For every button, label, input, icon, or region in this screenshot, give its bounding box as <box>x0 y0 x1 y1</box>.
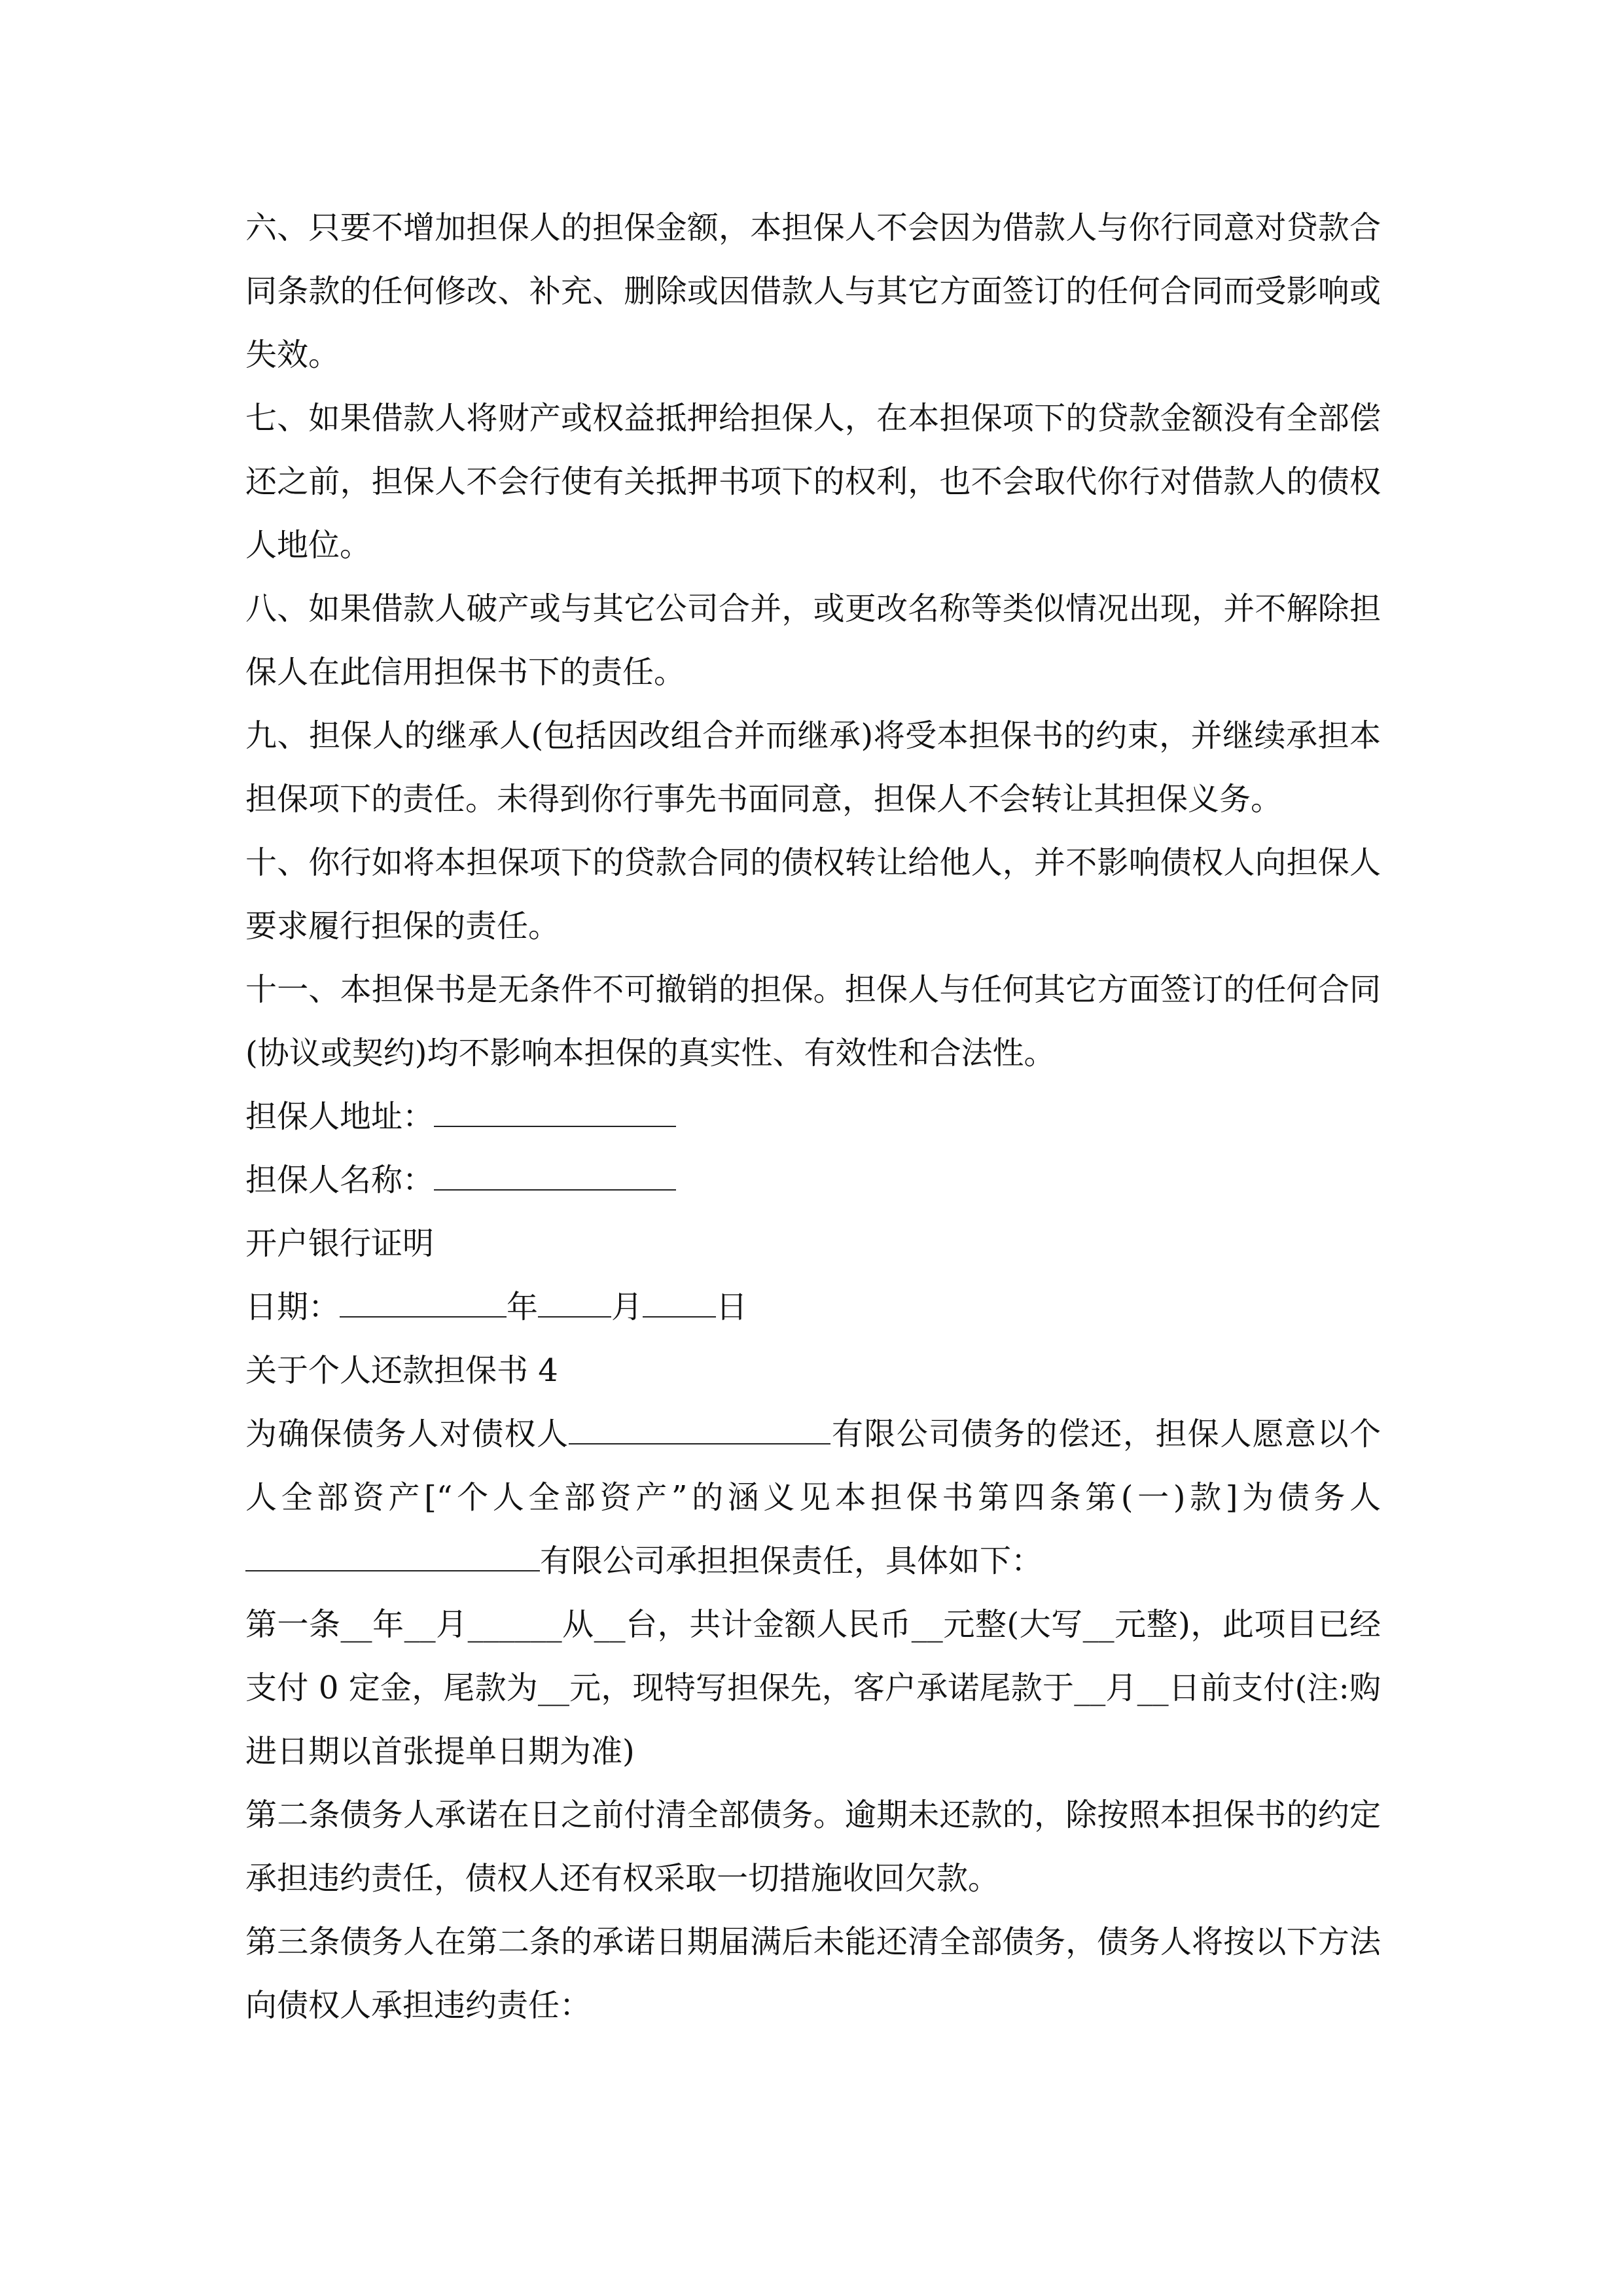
document-page <box>245 196 1381 2037</box>
bank-proof-line: 开户银行证明 <box>245 1225 435 1262</box>
date-month-field[interactable] <box>538 1290 611 1318</box>
month-label: 月 <box>611 1289 643 1325</box>
guarantor-name-label: 担保人名称： <box>245 1162 435 1198</box>
clause-10: 十、你行如将本担保项下的贷款合同的债权转让给他人，并不影响债权人向担保人要求履行担保的责任。 <box>245 844 1381 944</box>
guarantor-address-line <box>245 1085 1381 1149</box>
intro-part-c: 有限公司承担担保责任，具体如下： <box>540 1543 1043 1579</box>
intro-part-b: 有限公司债务的偿还，担保人愿意以个人全部资产[“个人全部资产”的涵义见本担保书第四条第(一)款]为债务人 <box>245 1416 1381 1516</box>
guarantor-name-field[interactable] <box>434 1163 676 1191</box>
article-3: 第三条债务人在第二条的承诺日期届满后未能还清全部债务，债务人将按以下方法向债权人承担违约责任： <box>245 1924 1381 2024</box>
date-label: 日期： <box>245 1289 340 1325</box>
year-label: 年 <box>507 1289 539 1325</box>
guarantor-name-line <box>245 1149 1381 1212</box>
article-2: 第二条债务人承诺在日之前付清全部债务。逾期未还款的，除按照本担保书的约定承担违约责任，债权人还有权采取一切措施收回欠款。 <box>245 1797 1381 1897</box>
clause-7: 七、如果借款人将财产或权益抵押给担保人，在本担保项下的贷款金额没有全部偿还之前，担保人不会行使有关抵押书项下的权利，也不会取代你行对借款人的债权人地位。 <box>245 400 1381 564</box>
clause-6: 六、只要不增加担保人的担保金额，本担保人不会因为借款人与你行同意对贷款合同条款的任何修改、补充、删除或因借款人与其它方面签订的任何合同而受影响或失效。 <box>245 209 1381 373</box>
clause-9: 九、担保人的继承人(包括因改组合并而继承)将受本担保书的约束，并继续承担本担保项下的责任。未得到你行事先书面同意，担保人不会转让其担保义务。 <box>245 717 1381 817</box>
clause-8: 八、如果借款人破产或与其它公司合并，或更改名称等类似情况出现，并不解除担保人在此信用担保书下的责任。 <box>245 590 1381 691</box>
intro-part-a: 为确保债务人对债权人 <box>245 1416 569 1452</box>
creditor-name-field[interactable] <box>569 1417 830 1444</box>
debtor-name-field[interactable] <box>245 1544 540 1571</box>
clause-11: 十一、本担保书是无条件不可撤销的担保。担保人与任何其它方面签订的任何合同(协议或契约)均不影响本担保的真实性、有效性和合法性。 <box>245 971 1381 1071</box>
section-title: 关于个人还款担保书 4 <box>245 1352 558 1389</box>
day-label: 日 <box>716 1289 748 1325</box>
section-intro <box>245 1403 1381 1593</box>
article-1: 第一条__年__月______从__台，共计金额人民币__元整(大写__元整)，此项目已经支付 0 定金，尾款为__元，现特写担保先，客户承诺尾款于__月__日前支付(注:购进日期以首张提单日期为准) <box>245 1606 1381 1770</box>
date-year-field[interactable] <box>340 1290 507 1318</box>
date-day-field[interactable] <box>643 1290 716 1318</box>
guarantor-address-field[interactable] <box>434 1100 676 1127</box>
date-line <box>245 1276 1381 1339</box>
guarantor-address-label: 担保人地址： <box>245 1098 435 1135</box>
